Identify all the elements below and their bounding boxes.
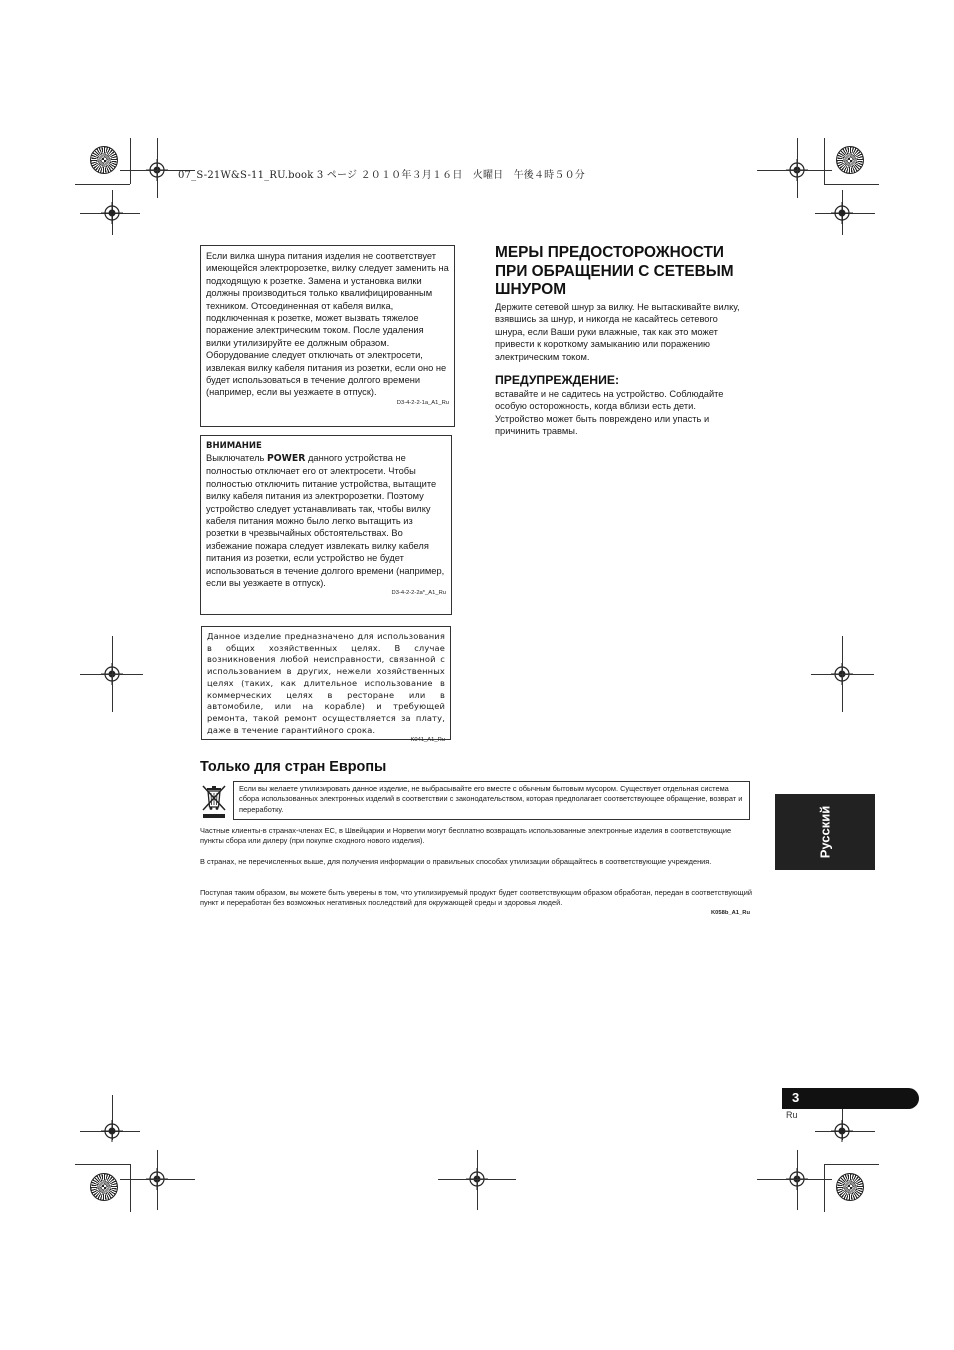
notice-code: D3-4-2-2-1a_A1_Ru xyxy=(396,399,449,406)
eu-clients-paragraph: Частные клиенты-в странах-членах ЕС, в Швейцарии и Норвегии могут бесплатно возвращать использованные электронные изделия в соответствующие пункты сбора или дилеру (при покупке сходного нового изделия). xyxy=(200,826,732,846)
page-number-badge xyxy=(782,1088,919,1109)
household-use-text: Данное изделие предназначено для использования в общих хозяйственных целях. В случае возникновения любой неисправности, связанной с использованием в других, нежели хозяйственных целях (таких, как длительное использование в коммерческих целях в ресторане или в автомобиле, или на корабле) и требующей ремонта, такой ремонт осуществляется за плату, даже в течение гарантийного срока. xyxy=(207,631,445,735)
language-tab-label: Русский xyxy=(817,805,833,859)
caution-notice xyxy=(200,435,452,615)
plug-replacement-notice xyxy=(200,245,455,427)
page-number: 3 xyxy=(792,1090,800,1105)
crossed-bin-icon xyxy=(200,783,228,819)
registration-mark xyxy=(831,1120,853,1142)
caution-title: ВНИМАНИЕ xyxy=(206,441,262,451)
registration-sunburst xyxy=(90,146,118,174)
registration-sunburst xyxy=(90,1173,118,1201)
cord-precautions-text: Держите сетевой шнур за вилку. Не вытаскивайте вилку, взявшись за шнур, и никогда не касайтесь сетевого шнура, если Ваши руки влажные, так как это может привести к короткому замыканию или поражению электрическим током. xyxy=(495,302,740,362)
registration-sunburst xyxy=(836,1173,864,1201)
notice-code: D3-4-2-2-2a*_A1_Ru xyxy=(391,590,446,597)
warning-text: вставайте и не садитесь на устройство. Соблюдайте особую осторожность, когда вблизи есть дети. Устройство может быть повреждено или упасть и причинить травмы. xyxy=(495,389,724,437)
other-countries-paragraph: В странах, не перечисленных выше, для получения информации о правильных способах утилизации обращайтесь в соответствующие учреждения. xyxy=(200,857,712,866)
notice-code: K058b_A1_Ru xyxy=(711,910,750,916)
registration-mark xyxy=(101,202,123,224)
plug-replacement-text: Если вилка шнура питания изделия не соответствует имеющейся электророзетке, вилку следует заменить на подходящую к розетке. Замена и установка вилки должны производиться только квалифицированным техником. Отсоединенная от кабеля вилка, подключенная к розетке, может вызвать тяжелое поражение электрическим током. После удаления вилки утилизируйте ее должным образом. Оборудование следует отключать от электросети, извлекая вилку кабеля питания из розетки, если оно не будет использоваться в течение долгого времени (например, если вы уезжаете в отпуск). xyxy=(206,251,449,398)
household-use-notice xyxy=(201,626,451,744)
registration-sunburst xyxy=(836,146,864,174)
registration-mark xyxy=(831,202,853,224)
warning-heading: ПРЕДУПРЕЖДЕНИЕ: xyxy=(495,373,620,387)
cord-precautions-heading: МЕРЫ ПРЕДОСТОРОЖНОСТИ ПРИ ОБРАЩЕНИИ С СЕТЕВЫМ ШНУРОМ xyxy=(495,244,734,298)
disposal-outcome-paragraph: Поступая таким образом, вы можете быть уверены в том, что утилизируемый продукт будет соответствующим образом обработан, передан в соответствующий пункт и переработан без возможных негативных последствий для окружающей среды и здоровья людей. xyxy=(200,888,753,908)
notice-code: K041_A1_Ru xyxy=(410,737,445,744)
registration-mark xyxy=(101,1120,123,1142)
power-label: POWER xyxy=(266,453,306,464)
disposal-notice-box: Если вы желаете утилизировать данное изделие, не выбрасывайте его вместе с обычным бытовым мусором. Существует отдельная система сбора использованных электронных изделий в соответствии с законодательством, которая предполагает соответствующее обращение, возврат и переработку. xyxy=(233,781,750,820)
book-file-header: 07_S-21W&S-11_RU.book 3 ページ ２０１０年３月１６日 火曜日 午後４時５０分 xyxy=(178,170,585,181)
europe-heading: Только для стран Европы xyxy=(200,759,387,775)
caution-text: Выключатель POWER данного устройства не полностью отключает его от электросети. Чтобы полностью отключить питание устройства, вытащите вилку кабеля питания из электророзетки. Поэтому устройство следует устанавливать так, чтобы вилку кабеля питания можно было легко вытащить из розетки в чрезвычайных обстоятельствах. Во избежание пожара следует извлекать вилку кабеля питания из розетки, если устройство не будет использоваться в течение долгого времени (например, если вы уезжаете в отпуск). xyxy=(206,453,445,589)
language-tab xyxy=(775,794,875,870)
page-language-code: Ru xyxy=(786,1110,798,1120)
